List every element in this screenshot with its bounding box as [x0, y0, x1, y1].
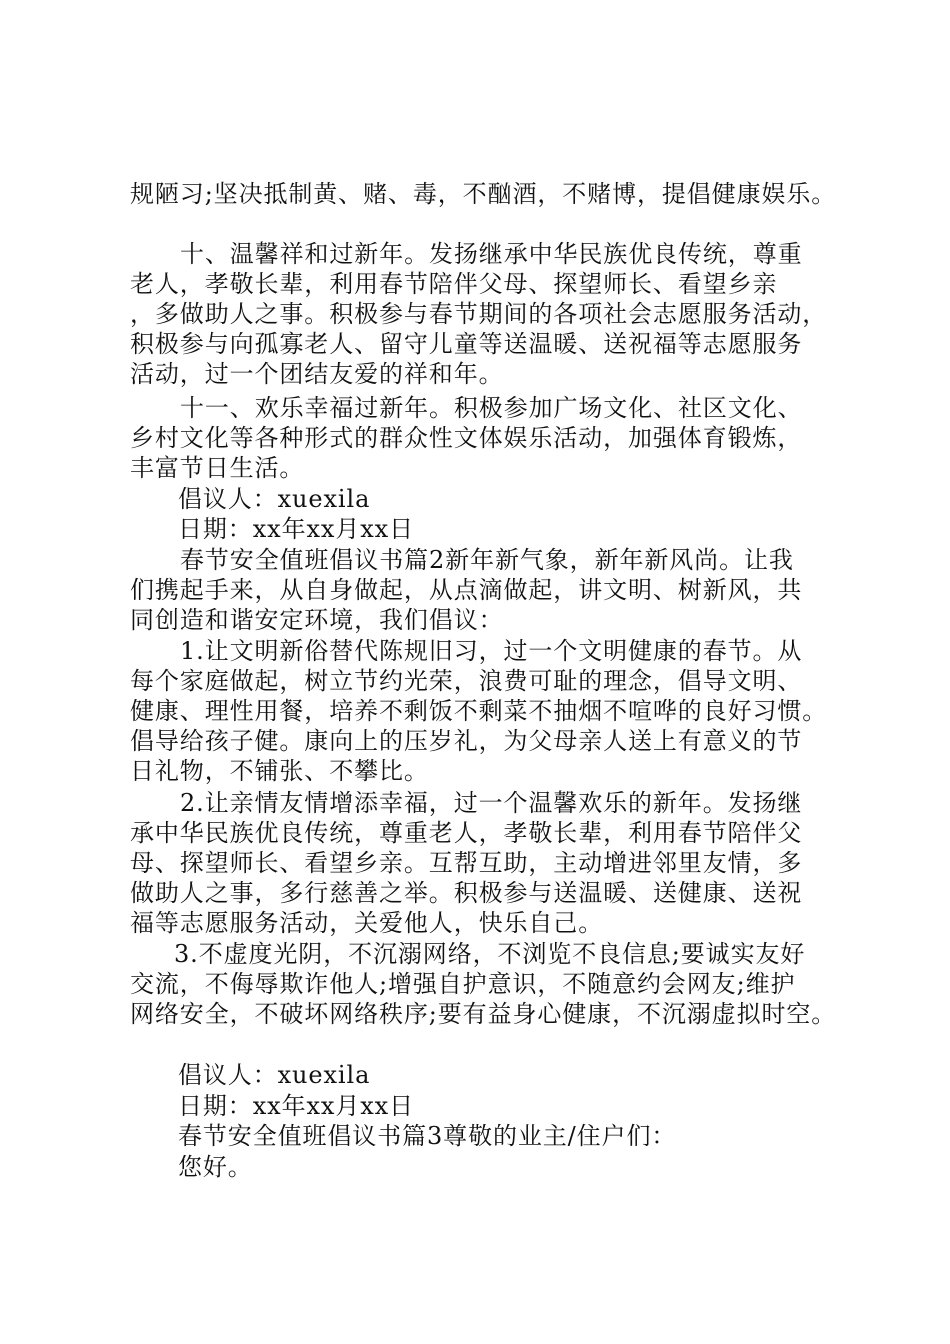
paragraph-line: 乡村文化等各种形式的群众性文体娱乐活动，加强体育锻炼，	[130, 424, 803, 452]
paragraph-line: 春节安全值班倡议书篇3尊敬的业主/住户们：	[178, 1122, 677, 1150]
paragraph-line: 倡导给孩子健。康向上的压岁礼，为父母亲人送上有意义的节	[130, 727, 803, 755]
paragraph-line: 3.不虚度光阴，不沉溺网络，不浏览不良信息;要诚实友好	[174, 940, 806, 968]
paragraph-line: 丰富节日生活。	[130, 454, 305, 482]
paragraph-line: 十一、欢乐幸福过新年。积极参加广场文化、社区文化、	[180, 394, 803, 422]
paragraph-line: 老人，孝敬长辈，利用春节陪伴父母、探望师长、看望乡亲	[130, 270, 778, 298]
paragraph-line: 做助人之事，多行慈善之举。积极参与送温暖、送健康、送祝	[130, 879, 803, 907]
date-line: 日期：xx年xx月xx日	[178, 515, 415, 543]
signatory-line: 倡议人：xuexila	[178, 485, 371, 513]
paragraph-line: 春节安全值班倡议书篇2新年新气象，新年新风尚。让我	[180, 546, 794, 574]
paragraph-line: 2.让亲情友情增添幸福，过一个温馨欢乐的新年。发扬继	[180, 789, 803, 817]
paragraph-line: 日礼物，不铺张、不攀比。	[130, 757, 429, 785]
paragraph-line: 每个家庭做起，树立节约光荣，浪费可耻的理念，倡导文明、	[130, 667, 803, 695]
paragraph-line: 十、温馨祥和过新年。发扬继承中华民族优良传统，尊重	[180, 240, 803, 268]
paragraph-line: 1.让文明新俗替代陈规旧习，过一个文明健康的春节。从	[180, 637, 803, 665]
greeting-line: 您好。	[178, 1153, 253, 1181]
paragraph-line: 同创造和谐安定环境，我们倡议：	[130, 606, 504, 634]
date-line: 日期：xx年xx月xx日	[178, 1092, 415, 1120]
paragraph-line: 活动，过一个团结友爱的祥和年。	[130, 360, 504, 388]
paragraph-line: 网络安全，不破坏网络秩序;要有益身心健康，不沉溺虚拟时空。	[130, 1000, 837, 1028]
paragraph-line: 健康、理性用餐，培养不剩饭不剩菜不抽烟不喧哗的良好习惯。	[130, 697, 828, 725]
paragraph-line: 交流，不侮辱欺诈他人;增强自护意识，不随意约会网友;维护	[130, 970, 796, 998]
paragraph-line: 母、探望师长、看望乡亲。互帮互助，主动增进邻里友情，多	[130, 849, 803, 877]
paragraph-line: ，多做助人之事。积极参与春节期间的各项社会志愿服务活动，	[130, 300, 828, 328]
paragraph-line: 规陋习;坚决抵制黄、赌、毒，不酗酒，不赌博，提倡健康娱乐。	[130, 180, 837, 208]
paragraph-line: 们携起手来，从自身做起，从点滴做起，讲文明、树新风，共	[130, 576, 803, 604]
paragraph-line: 福等志愿服务活动，关爱他人，快乐自己。	[130, 909, 604, 937]
paragraph-line: 积极参与向孤寡老人、留守儿童等送温暖、送祝福等志愿服务	[130, 330, 803, 358]
paragraph-line: 承中华民族优良传统，尊重老人，孝敬长辈，利用春节陪伴父	[130, 819, 803, 847]
signatory-line: 倡议人：xuexila	[178, 1061, 371, 1089]
